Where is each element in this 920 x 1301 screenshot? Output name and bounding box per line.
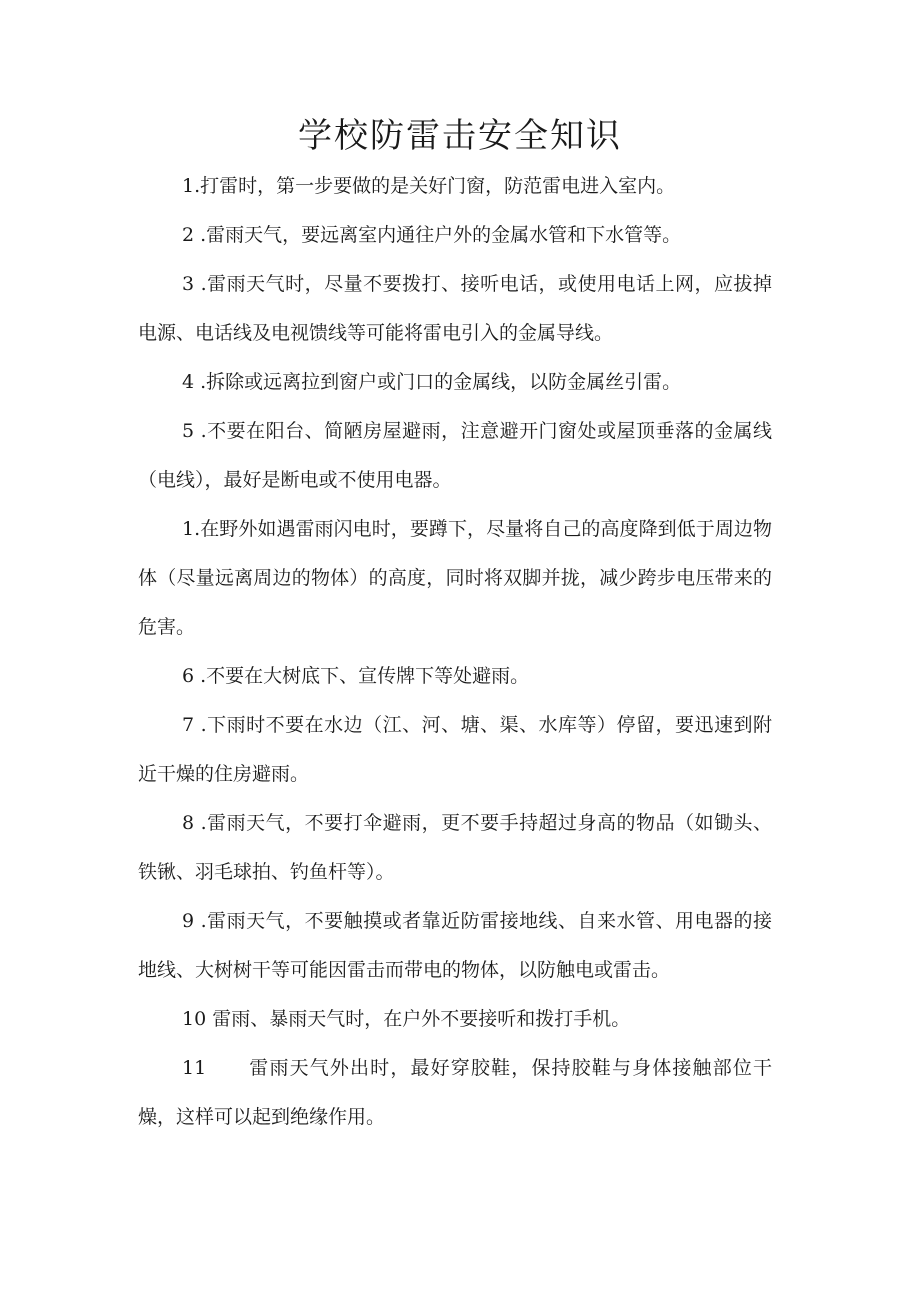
paragraph-9: 8 .雷雨天气，不要打伞避雨，更不要手持超过身高的物品（如锄头、铁锹、羽毛球拍、钓鱼杆等）。 (138, 812, 772, 883)
paragraph-11: 10 雷雨、暴雨天气时，在户外不要接听和拨打手机。 (182, 1008, 631, 1030)
paragraph-8: 7 .下雨时不要在水边（江、河、塘、渠、水库等）停留，要迅速到附近干燥的住房避雨。 (138, 714, 772, 785)
paragraph-7: 6 .不要在大树底下、宣传牌下等处避雨。 (182, 665, 530, 687)
document-body (138, 162, 772, 1142)
paragraph-5: 5 .不要在阳台、简陋房屋避雨，注意避开门窗处或屋顶垂落的金属线（电线），最好是断电或不使用电器。 (138, 420, 772, 491)
document-title: 学校防雷击安全知识 (298, 116, 622, 156)
paragraph-1: 1.打雷时，第一步要做的是关好门窗，防范雷电进入室内。 (182, 175, 676, 197)
paragraph-12: 11 雷雨天气外出时，最好穿胶鞋，保持胶鞋与身体接触部位干燥，这样可以起到绝缘作用。 (138, 1057, 772, 1128)
paragraph-4: 4 .拆除或远离拉到窗户或门口的金属线，以防金属丝引雷。 (182, 371, 682, 393)
paragraph-3: 3 .雷雨天气时，尽量不要拨打、接听电话，或使用电话上网，应拔掉电源、电话线及电视馈线等可能将雷电引入的金属导线。 (138, 273, 772, 344)
paragraph-10: 9 .雷雨天气，不要触摸或者靠近防雷接地线、自来水管、用电器的接地线、大树树干等可能因雷击而带电的物体，以防触电或雷击。 (138, 910, 772, 981)
paragraph-6: 1.在野外如遇雷雨闪电时，要蹲下，尽量将自己的高度降到低于周边物体（尽量远离周边的物体）的高度，同时将双脚并拢，减少跨步电压带来的危害。 (138, 518, 772, 638)
paragraph-2: 2 .雷雨天气，要远离室内通往户外的金属水管和下水管等。 (182, 224, 682, 246)
